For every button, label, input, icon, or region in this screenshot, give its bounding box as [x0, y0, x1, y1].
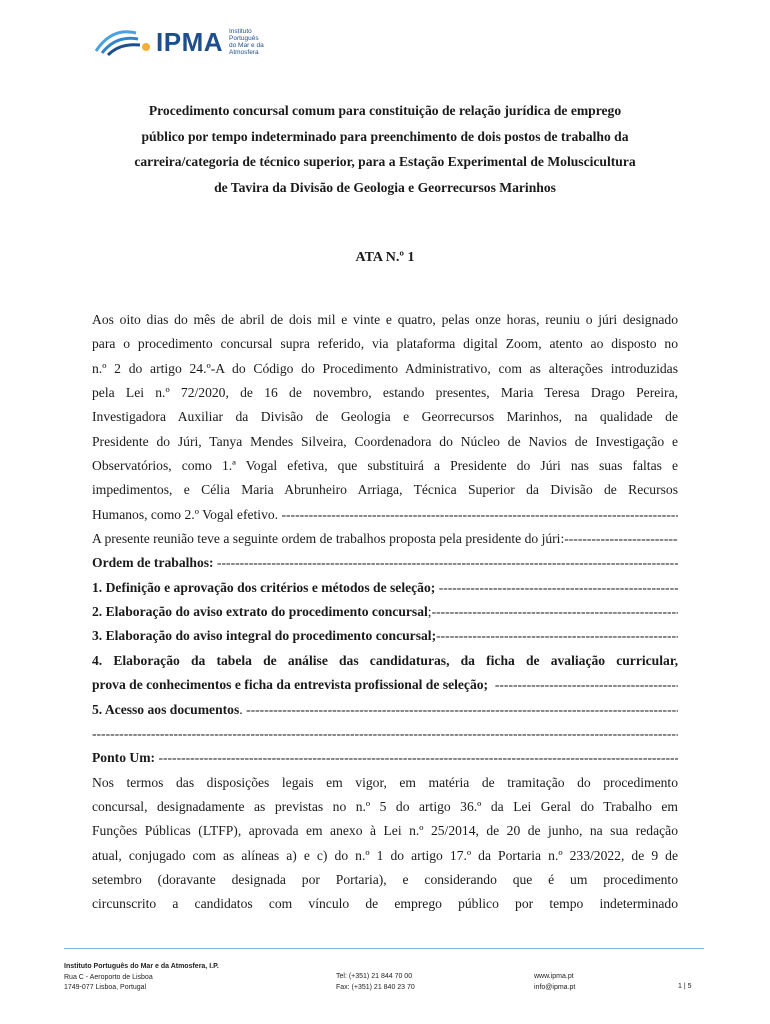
title-line: carreira/categoria de técnico superior, para a Estação Experimental de Moluscicultura: [134, 154, 636, 169]
agenda-item-5: 5. Acesso aos documentos . -----: [92, 698, 678, 722]
intro-line: pela Lei n.º 72/2020, de 16 de novembro, estando presentes, Maria Teresa Drago Pereira,: [92, 385, 678, 401]
intro-line: Investigadora Auxiliar da Divisão de Geologia e Georrecursos Marinhos, na qualidade de: [92, 409, 678, 425]
ipma-logo: [92, 24, 279, 60]
intro-line: impedimentos, e Célia Maria Abrunheiro Arriaga, Técnica Superior da Divisão de Recursos: [92, 482, 678, 498]
separator-line: [92, 722, 678, 746]
ponto-um-line: setembro (doravante designada por Portaria), e considerando que é um procedimento: [92, 871, 678, 887]
title-line: Procedimento concursal comum para constituição de relação jurídica de emprego: [148, 103, 622, 118]
intro-line: para o procedimento concursal supra referido, via plataforma digital Zoom, atento ao disposto no: [92, 336, 678, 352]
ponto-um-line: atual, conjugado com as alíneas a) e c) do n.º 1 do artigo 17.º da Portaria n.º 233/2022, de 9 de: [92, 847, 678, 863]
footer-web: www.ipma.pt info@ipma.pt: [534, 973, 576, 991]
footer-divider: [64, 948, 704, 949]
footer-address: Instituto Português do Mar e da Atmosfera, I.P. Rua C - Aeroporto de Lisboa 1749-077 Lisboa, Portugal: [64, 963, 219, 991]
agenda-item-1: 1. Definição e aprovação dos critérios e métodos de seleção; -----: [92, 576, 678, 600]
ponto-um-line: circunscrito a candidatos com vínculo de emprego público por tempo indeterminado: [92, 896, 678, 912]
ponto-um-line: concursal, designadamente as previstas no n.º 5 do artigo 36.º da Lei Geral do Trabalho em: [92, 798, 678, 814]
agenda-heading: Ordem de trabalhos: -----: [92, 551, 678, 575]
title-line: público por tempo indeterminado para preenchimento de dois postos de trabalho da: [141, 128, 629, 144]
agenda-item-3: 3. Elaboração do aviso integral do procedimento concursal; -----: [92, 624, 678, 648]
intro-line: Aos oito dias do mês de abril de dois mil e vinte e quatro, pelas onze horas, reuniu o júri designado: [92, 312, 678, 327]
document-title: [92, 98, 678, 200]
agenda-item-4: 4. Elaboração da tabela de análise das candidaturas, da ficha de avaliação curricular,: [92, 652, 678, 668]
intro-line-last: Humanos, como 2.º Vogal efetivo. -----: [92, 503, 678, 527]
ponto-um-line: Nos termos das disposições legais em vigor, em matéria de tramitação do procedimento: [92, 774, 678, 790]
agenda-item-4-cont: prova de conhecimentos e ficha da entrevista profissional de seleção; -----: [92, 673, 678, 697]
intro-line: Presidente do Júri, Tanya Mendes Silveira, Coordenadora do Núcleo de Navios de Investigação e: [92, 433, 678, 449]
logo-subtitle: Instituto Português do Mar e da Atmosfera: [229, 28, 264, 56]
ponto-um-heading: Ponto Um: -----: [92, 746, 678, 770]
ipma-wave-icon: [92, 25, 154, 59]
logo-wordmark: IPMA: [156, 26, 223, 57]
ponto-um-line: Funções Públicas (LTFP), aprovada em anexo à Lei n.º 25/2014, de 20 de junho, na sua redação: [92, 823, 678, 839]
intro-line: n.º 2 do artigo 24.º-A do Código do Procedimento Administrativo, com as alterações introduzidas: [92, 360, 678, 376]
minutes-number: ATA N.º 1: [355, 250, 415, 265]
footer-contacts: Tel: (+351) 21 844 70 00 Fax: (+351) 21 840 23 70: [336, 973, 415, 991]
intro-line: Observatórios, como 1.ª Vogal efetiva, que substituirá a Presidente do Júri nas suas faltas e: [92, 458, 678, 474]
document-body: [92, 308, 678, 917]
title-line: de Tavira da Divisão de Geologia e Georrecursos Marinhos: [214, 179, 556, 195]
agenda-intro: A presente reunião teve a seguinte ordem de trabalhos proposta pela presidente do júri: -----: [92, 527, 678, 551]
agenda-item-2: 2. Elaboração do aviso extrato do procedimento concursal ; -----: [92, 600, 678, 624]
page-number: 1 | 5: [678, 983, 692, 990]
